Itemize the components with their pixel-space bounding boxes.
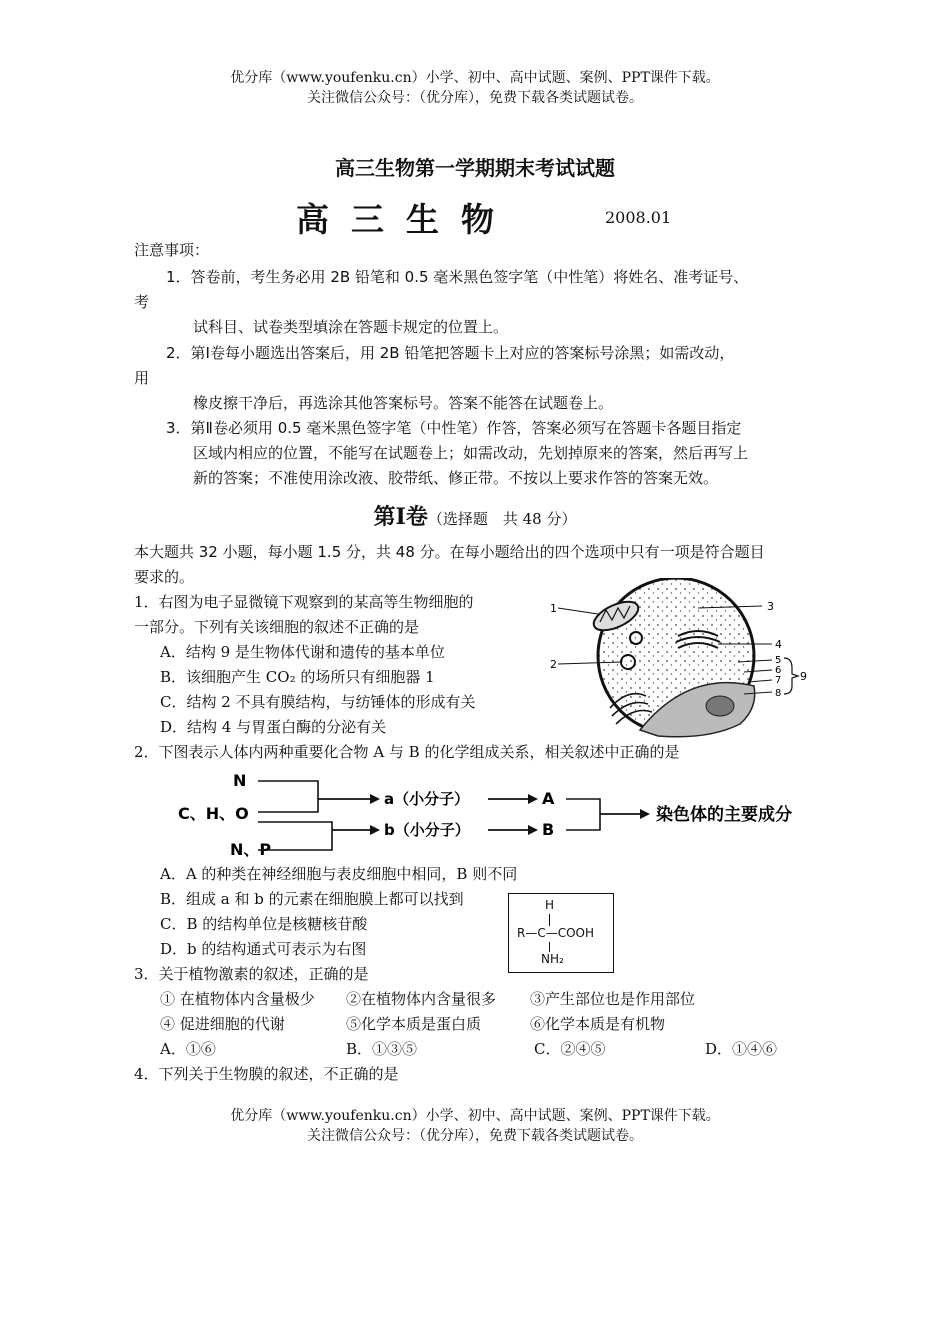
fig-label-7: 7 xyxy=(775,675,782,686)
q3-option-d: D．①④⑥ xyxy=(705,1040,778,1058)
arrow-a-to-A-head xyxy=(528,794,538,804)
arrow-to-result-head xyxy=(640,809,650,819)
section-title xyxy=(0,500,950,531)
formula-bond-bottom xyxy=(549,942,550,952)
notice-item-1: 1．答卷前，考生务必用 2B 铅笔和 0.5 毫米黑色签字笔（中性笔）将姓名、准考证号、 xyxy=(166,268,749,286)
notice-heading: 注意事项： xyxy=(134,241,210,259)
notice-item-3-cont: 区域内相应的位置，不能写在试题卷上；如需改动，先划掉原来的答案，然后再写上 xyxy=(193,444,749,462)
q3-option-b: B．①③⑤ xyxy=(346,1040,418,1058)
q3-option-c: C．②④⑤ xyxy=(534,1040,606,1058)
label-line-1 xyxy=(558,608,598,614)
section-title-text: 第Ⅰ卷 xyxy=(373,504,428,530)
bracket-a xyxy=(258,781,318,812)
fig-label-1: 1 xyxy=(550,602,557,615)
fig-label-3: 3 xyxy=(767,600,774,613)
q2-option-d: D．b 的结构通式可表示为右图 xyxy=(160,940,367,958)
diagram-small-b: b（小分子） xyxy=(384,821,470,839)
fig-label-5: 5 xyxy=(775,655,782,666)
nucleolus xyxy=(706,696,734,716)
section-intro-1: 本大题共 32 小题，每小题 1.5 分，共 48 分。在每小题给出的四个选项中只有一项是符合题目 xyxy=(134,543,765,561)
arrow-to-b-head xyxy=(370,825,380,835)
notice-item-2-cont: 橡皮擦干净后，再选涂其他答案标号。答案不能答在试题卷上。 xyxy=(193,394,614,412)
notice-item-1-wrap: 考 xyxy=(134,293,150,311)
diagram-cho: C、H、O xyxy=(178,804,249,823)
q2-stem: 2．下图表示人体内两种重要化合物 A 与 B 的化学组成关系，相关叙述中正确的是 xyxy=(134,743,680,761)
q3-item-5: ⑤化学本质是蛋白质 xyxy=(346,1015,482,1033)
q3-item-3: ③产生部位也是作用部位 xyxy=(530,990,696,1008)
fig-label-4: 4 xyxy=(775,638,782,651)
q1-option-c: C．结构 2 不具有膜结构，与纺锤体的形成有关 xyxy=(160,693,476,711)
formula-bond-top xyxy=(549,914,550,926)
brace-9 xyxy=(784,658,798,694)
exam-title: 高三生物第一学期期末考试试题 xyxy=(335,156,615,180)
q3-option-a: A．①⑥ xyxy=(160,1040,216,1058)
q1-option-b: B．该细胞产生 CO₂ 的场所只有细胞器 1 xyxy=(160,668,435,686)
header-line-1: 优分库（www.youfenku.cn）小学、初中、高中试题、案例、PPT课件下载。 xyxy=(230,70,720,86)
arrow-b-to-B-head xyxy=(528,825,538,835)
notice-item-3: 3．第Ⅱ卷必须用 0.5 毫米黑色签字笔（中性笔）作答，答案必须写在答题卡各题目指定 xyxy=(166,419,742,437)
exam-date: 2008.01 xyxy=(605,208,672,227)
formula-main: R—C—COOH xyxy=(517,926,595,940)
notice-item-1-cont: 试科目、试卷类型填涂在答题卡规定的位置上。 xyxy=(193,318,509,336)
q1-stem-1: 1．右图为电子显微镜下观察到的某高等生物细胞的 xyxy=(134,593,474,611)
formula-h: H xyxy=(545,898,555,912)
fig-label-8: 8 xyxy=(775,688,782,699)
q3-stem: 3．关于植物激素的叙述，正确的是 xyxy=(134,965,369,983)
q1-stem-2: 一部分。下列有关该细胞的叙述不正确的是 xyxy=(134,618,420,636)
fig-label-6: 6 xyxy=(775,665,782,676)
notice-item-2: 2．第Ⅰ卷每小题选出答案后，用 2B 铅笔把答题卡上对应的答案标号涂黑；如需改动， xyxy=(166,344,735,362)
q4-stem: 4．下列关于生物膜的叙述，不正确的是 xyxy=(134,1065,399,1083)
q2-option-c: C．B 的结构单位是核糖核苷酸 xyxy=(160,915,368,933)
q1-option-a: A．结构 9 是生物体代谢和遗传的基本单位 xyxy=(160,643,445,661)
q3-item-1: ① 在植物体内含量极少 xyxy=(160,990,315,1008)
fig-label-9: 9 xyxy=(800,670,807,683)
diagram-np: N、P xyxy=(230,840,272,859)
diagram-B: B xyxy=(542,820,555,839)
q2-option-b: B．组成 a 和 b 的元素在细胞膜上都可以找到 xyxy=(160,890,464,908)
formula-box xyxy=(508,893,614,973)
footer-line-1: 优分库（www.youfenku.cn）小学、初中、高中试题、案例、PPT课件下载。 xyxy=(230,1108,720,1124)
header-line-2: 关注微信公众号：（优分库），免费下载各类试题试卷。 xyxy=(307,90,643,106)
footer-line-2: 关注微信公众号：（优分库），免费下载各类试题试卷。 xyxy=(307,1128,643,1144)
notice-item-3-cont2: 新的答案；不准使用涂改液、胶带纸、修正带。不按以上要求作答的答案无效。 xyxy=(193,469,719,487)
formula-nh2: NH₂ xyxy=(541,952,564,966)
q3-item-2: ②在植物体内含量很多 xyxy=(346,990,497,1008)
q3-item-6: ⑥化学本质是有机物 xyxy=(530,1015,666,1033)
notice-item-2-wrap: 用 xyxy=(134,369,150,387)
diagram-result: 染色体的主要成分 xyxy=(656,805,792,825)
section-intro-2: 要求的。 xyxy=(134,568,195,586)
q1-option-d: D．结构 4 与胃蛋白酶的分泌有关 xyxy=(160,718,387,736)
diagram-small-a: a（小分子） xyxy=(384,790,470,808)
arrow-to-a-head xyxy=(370,794,380,804)
bracket-AB xyxy=(566,799,600,830)
cell-diagram xyxy=(548,578,808,748)
section-note: （选择题 共 48 分） xyxy=(427,510,577,528)
subject-title: 高三生物 xyxy=(296,200,516,239)
fig-label-2: 2 xyxy=(550,658,557,671)
q2-option-a: A．A 的种类在神经细胞与表皮细胞中相同，B 则不同 xyxy=(160,865,518,883)
q3-item-4: ④ 促进细胞的代谢 xyxy=(160,1015,285,1033)
compound-diagram xyxy=(170,770,820,862)
diagram-A: A xyxy=(542,789,555,808)
diagram-n: N xyxy=(233,771,247,790)
